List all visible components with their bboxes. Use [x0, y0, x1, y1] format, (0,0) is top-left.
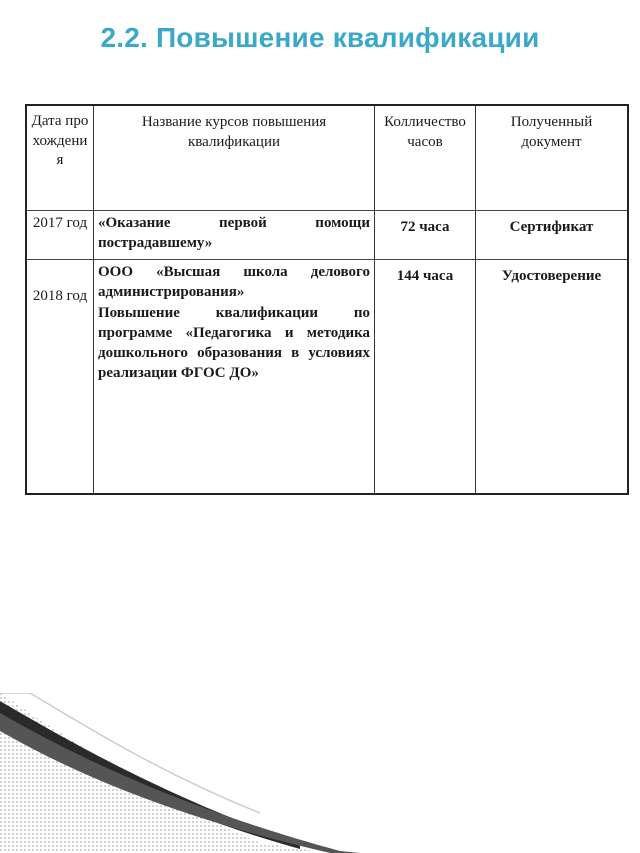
document-value: Удостоверение [501, 268, 602, 284]
table-header-row [26, 105, 628, 211]
page-title: 2.2. Повышение квалификации [100, 22, 540, 53]
document-value: Сертификат [509, 219, 594, 235]
hours-value: 72 часа [400, 219, 450, 235]
header-hours: Колличество часов [375, 105, 476, 211]
qualifications-table [25, 104, 629, 495]
row-date: 2018 год [26, 260, 94, 495]
decorative-swoosh [0, 693, 420, 853]
row-document [476, 260, 629, 495]
course-title: «Оказание первой помощи пострадавшему» [98, 215, 370, 252]
row-date: 2017 год [26, 211, 94, 260]
row-hours [375, 211, 476, 260]
dotted-swoosh-fill [0, 693, 330, 853]
row-document [476, 211, 629, 260]
row-hours [375, 260, 476, 495]
header-date: Дата прохождения [31, 113, 89, 168]
course-organization: ООО «Высшая школа делового администрирования» [98, 264, 370, 301]
course-title: Повышение квалификации по программе «Педагогика и методика дошкольного образования в условиях реализации ФГОС ДО» [98, 304, 370, 382]
table-row [26, 260, 628, 495]
row-course [94, 211, 375, 260]
header-course: Название курсов повышения квалификации [94, 105, 375, 211]
hours-value: 144 часа [396, 268, 454, 284]
table-row [26, 211, 628, 260]
row-course [94, 260, 375, 495]
header-document: Полученный документ [476, 105, 629, 211]
